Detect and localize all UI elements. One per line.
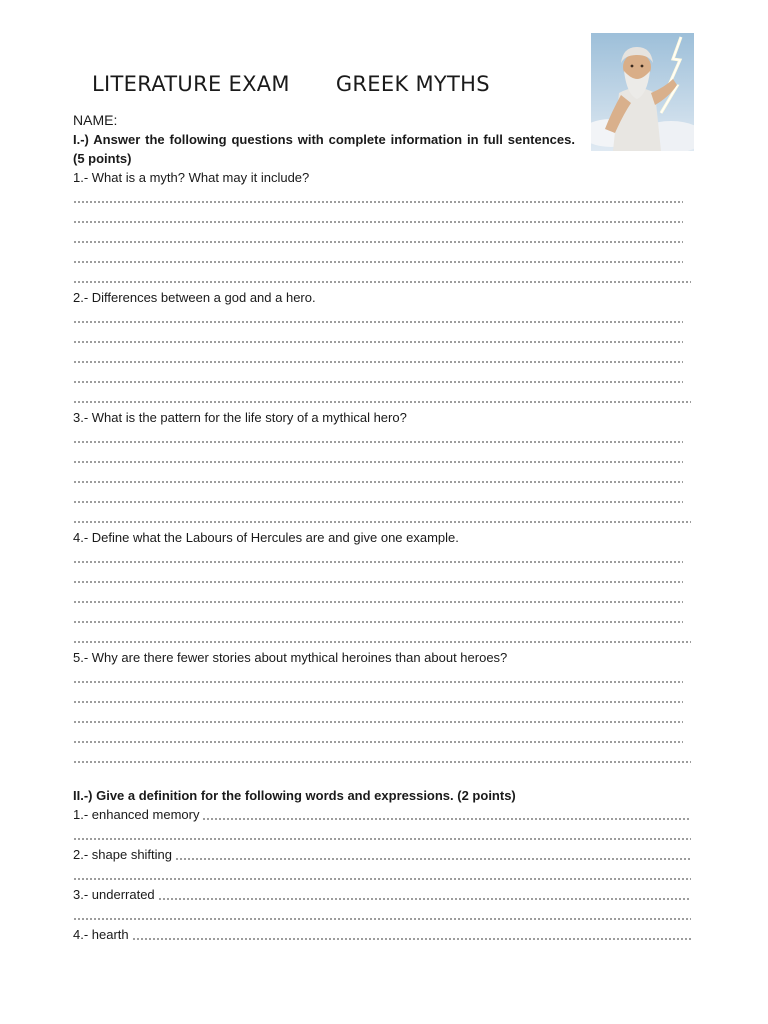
answer-line[interactable] [73,748,691,768]
answer-line[interactable] [73,865,691,885]
definition-item-1 [73,805,691,825]
answer-line[interactable] [73,588,683,608]
answer-line[interactable] [73,688,683,708]
answer-line[interactable] [202,805,691,825]
answer-line[interactable] [73,188,683,208]
name-label: NAME: [73,112,118,128]
question-1: 1.- What is a myth? What may it include? [73,170,310,185]
answer-line[interactable] [73,228,683,248]
question-block-4 [73,528,693,648]
answer-line[interactable] [132,925,691,945]
title-greek-myths: GREEK MYTHS [335,72,490,96]
definition-term: 4.- hearth [73,927,129,942]
answer-line[interactable] [73,328,683,348]
answer-line[interactable] [73,428,683,448]
answer-line[interactable] [175,845,691,865]
definition-term: 2.- shape shifting [73,847,173,862]
answer-line[interactable] [73,628,691,648]
answer-line[interactable] [73,668,683,688]
exam-content [73,110,693,945]
answer-line[interactable] [73,448,683,468]
answer-line[interactable] [73,468,683,488]
section-1-heading: I.-) Answer the following questions with complete information in full sentences. (5 points) [73,132,575,166]
title-literature-exam: LITERATURE EXAM [92,72,290,96]
answer-line[interactable] [73,208,683,228]
answer-line[interactable] [73,508,691,528]
question-block-3 [73,408,693,528]
answer-line[interactable] [73,248,683,268]
section-spacer [73,768,693,786]
definition-term: 1.- enhanced memory [73,807,200,822]
answer-line[interactable] [73,608,683,628]
question-block-1 [73,168,693,288]
definition-item-4 [73,925,691,945]
answer-line[interactable] [73,905,691,925]
answer-line[interactable] [73,308,683,328]
question-5: 5.- Why are there fewer stories about mythical heroines than about heroes? [73,650,508,665]
question-block-2 [73,288,693,408]
section-2-heading: II.-) Give a definition for the following words and expressions. (2 points) [73,788,516,803]
answer-line[interactable] [73,548,683,568]
definition-term: 3.- underrated [73,887,155,902]
answer-line[interactable] [73,825,691,845]
answer-line[interactable] [73,268,691,288]
definition-item-3 [73,885,691,905]
definition-item-2 [73,845,691,865]
answer-line[interactable] [73,708,683,728]
answer-line[interactable] [73,728,683,748]
question-2: 2.- Differences between a god and a hero. [73,290,316,305]
question-3: 3.- What is the pattern for the life story of a mythical hero? [73,410,407,425]
question-4: 4.- Define what the Labours of Hercules are and give one example. [73,530,459,545]
answer-line[interactable] [73,368,683,388]
answer-line[interactable] [158,885,691,905]
question-block-5 [73,648,693,768]
exam-title [92,72,490,96]
answer-line[interactable] [73,568,683,588]
answer-line[interactable] [73,348,683,368]
answer-line[interactable] [73,488,683,508]
answer-line[interactable] [73,388,691,408]
